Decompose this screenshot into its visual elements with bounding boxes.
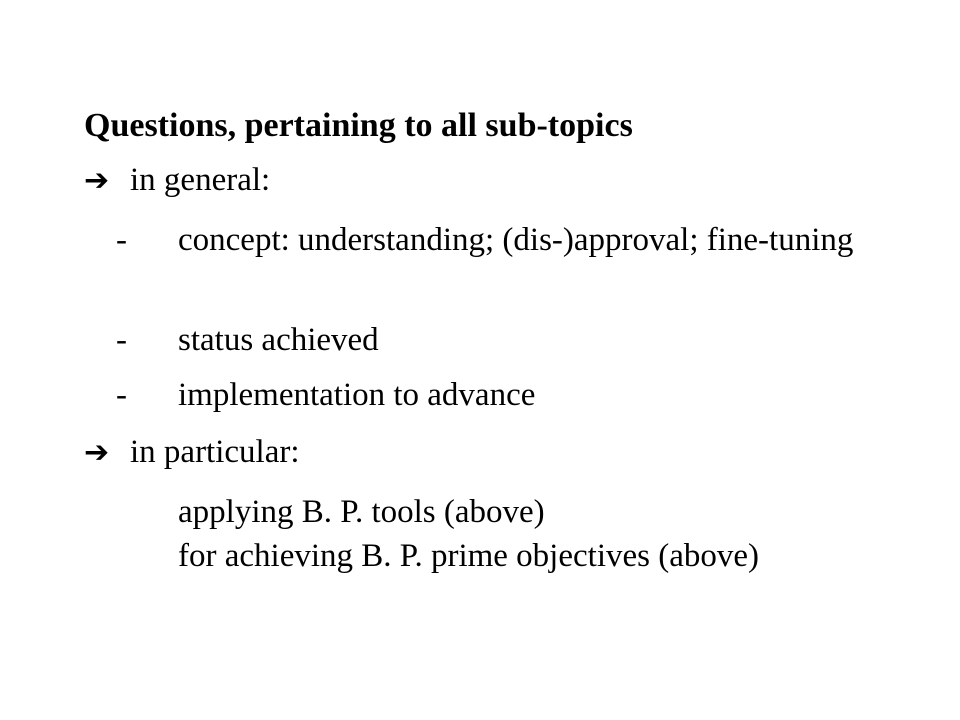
section-heading-text: in general:: [130, 162, 271, 198]
paragraph-line: for achieving B. P. prime objectives (above): [178, 538, 759, 574]
dash-bullet: -: [116, 377, 127, 413]
list-item: [116, 318, 876, 362]
list-item: [116, 218, 876, 262]
dash-bullet: -: [116, 222, 127, 258]
paragraph-line: applying B. P. tools (above): [178, 494, 545, 530]
section-particular-heading: [84, 430, 300, 475]
arrow-right-icon: ➔: [84, 163, 110, 198]
section-general-heading: [84, 158, 270, 203]
list-item: [116, 373, 876, 417]
list-item-text: concept: understanding; (dis-)approval; fine-tuning: [178, 222, 854, 258]
dash-bullet: -: [116, 322, 127, 358]
list-item-text: status achieved: [178, 322, 379, 358]
list-item-text: implementation to advance: [178, 377, 536, 413]
arrow-right-icon: ➔: [84, 435, 110, 470]
slide-title: Questions, pertaining to all sub-topics: [84, 107, 633, 144]
section-heading-text: in particular:: [130, 434, 300, 470]
